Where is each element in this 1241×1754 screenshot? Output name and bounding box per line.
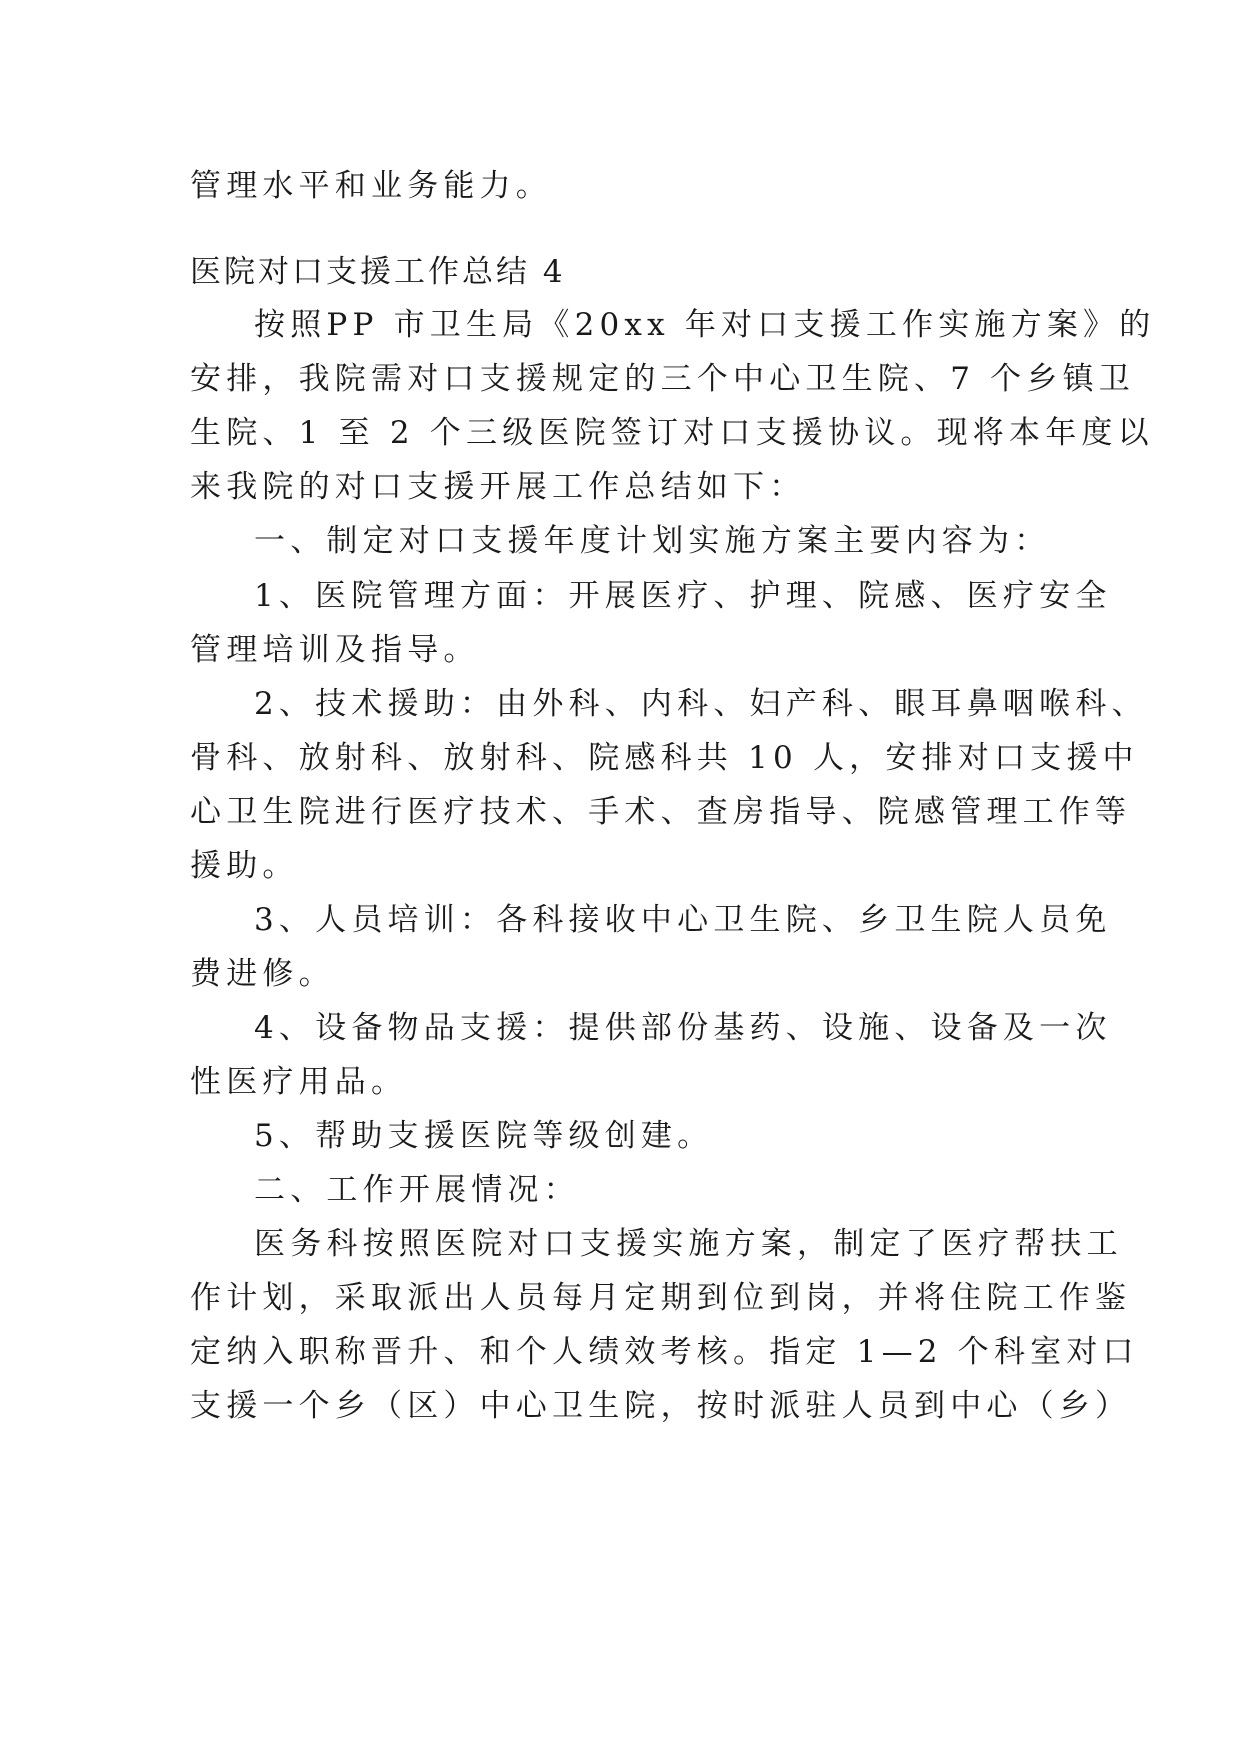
list-item-line: 费进修。 <box>190 956 335 992</box>
list-item-line: 骨科、放射科、放射科、院感科共 10 人，安排对口支援中 <box>190 740 1139 776</box>
list-item-line: 5、帮助支援医院等级创建。 <box>254 1118 714 1154</box>
list-item-line: 3、人员培训：各科接收中心卫生院、乡卫生院人员免 <box>254 902 1112 938</box>
text-line: 管理水平和业务能力。 <box>190 168 552 204</box>
paragraph-line: 安排，我院需对口支援规定的三个中心卫生院、7 个乡镇卫 <box>190 361 1135 397</box>
paragraph-line: 来我院的对口支援开展工作总结如下： <box>190 469 806 505</box>
list-item-line: 2、技术援助：由外科、内科、妇产科、眼耳鼻咽喉科、 <box>254 686 1148 722</box>
paragraph-line: 支援一个乡（区）中心卫生院，按时派驻人员到中心（乡） <box>190 1388 1132 1424</box>
paragraph-line: 医务科按照医院对口支援实施方案，制定了医疗帮扶工 <box>254 1226 1123 1262</box>
list-item-line: 4、设备物品支援：提供部份基药、设施、设备及一次 <box>254 1010 1112 1046</box>
paragraph-line: 定纳入职称晋升、和个人绩效考核。指定 1—2 个科室对口 <box>190 1334 1139 1370</box>
paragraph-line: 二、工作开展情况： <box>254 1172 580 1208</box>
list-item-line: 援助。 <box>190 848 299 884</box>
paragraph-line: 按照PP 市卫生局《20xx 年对口支援工作实施方案》的 <box>254 307 1156 343</box>
section-heading: 医院对口支援工作总结 4 <box>190 254 566 290</box>
paragraph-line: 生院、1 至 2 个三级医院签订对口支援协议。现将本年度以 <box>190 415 1154 451</box>
list-item-line: 性医疗用品。 <box>190 1064 408 1100</box>
paragraph-line: 一、制定对口支援年度计划实施方案主要内容为： <box>254 523 1051 559</box>
list-item-line: 1、医院管理方面：开展医疗、护理、院感、医疗安全 <box>254 578 1112 614</box>
list-item-line: 心卫生院进行医疗技术、手术、查房指导、院感管理工作等 <box>190 794 1132 830</box>
paragraph-line: 作计划，采取派出人员每月定期到位到岗，并将住院工作鉴 <box>190 1280 1132 1316</box>
list-item-line: 管理培训及指导。 <box>190 632 480 668</box>
